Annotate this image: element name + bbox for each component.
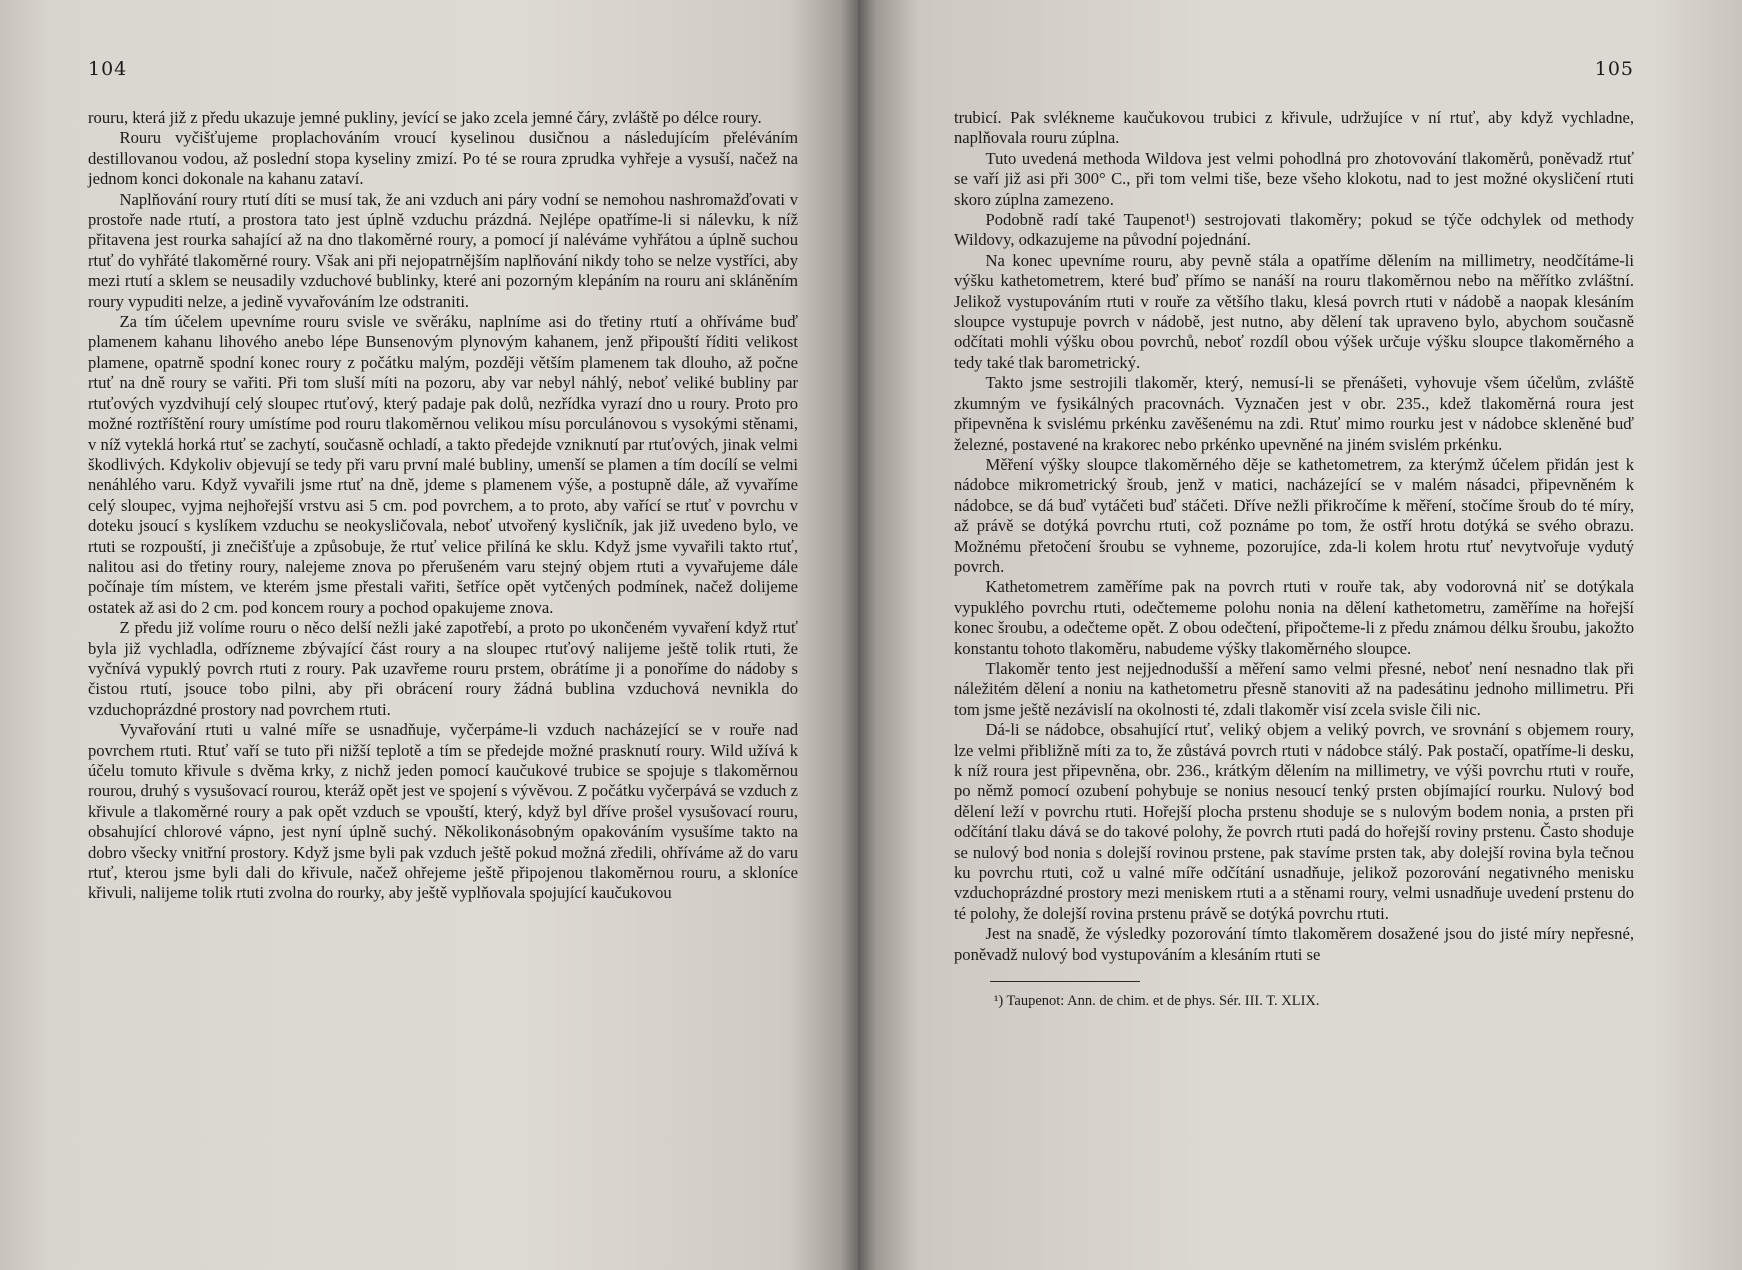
paragraph: Měření výšky sloupce tlakoměrného děje se kathetometrem, za kterýmž účelem přidán jest k nádobce mikrometrický šroub, jenž v matici, nacházející se v malém násadci, připevněném k nádobce, se dá buď vytáčeti buď stáčeti. Dříve nežli přikročíme k měření, stočíme šroub do té míry, až právě se dotýká povrchu rtuti, což poznáme po tom, že ostří hrotu dotýká se svého obrazu. Možnému přetočení šroubu se vyhneme, pozorujíce, zda-li kolem hrotu rtuť nevytvořuje vydutý povrch. <box>954 454 1634 576</box>
paragraph: rouru, která již z předu ukazuje jemné pukliny, jevící se jako zcela jemné čáry, zvláště po délce roury. <box>88 108 762 127</box>
paragraph: Tlakoměr tento jest nejjednodušší a měření samo velmi přesné, neboť není nesnadno tlak při náležitém dělení a noniu na kathetometru přesně stanoviti až na padesátinu jednoho millimetru. Při tom jsme ještě nezávislí na okolnosti té, zdali tlakoměr visí zcela svisle čili nic. <box>954 658 1634 719</box>
paragraph: Jest na snadě, že výsledky pozorování tímto tlakoměrem dosažené jsou do jisté míry nepřesné, poněvadž nulový bod vystupováním a klesáním rtuti se <box>954 924 1634 964</box>
paragraph: Tuto uvedená methoda Wildova jest velmi pohodlná pro zhotovování tlakoměrů, poněvadž rtuť se vaří již asi při 300° C., při tom velmi tiše, beze všeho klokotu, nad to jest možné okysličení rtuti skoro zúplna zamezeno. <box>954 148 1634 209</box>
paragraph: Podobně radí také Taupenot¹) sestrojovati tlakoměry; pokud se týče odchylek od methody Wildovy, odkazujeme na původní pojednání. <box>954 210 1634 250</box>
paragraph: Z předu již volíme rouru o něco delší nežli jaké zapotřebí, a proto po ukončeném vyvaření když rtuť byla již vychladla, odřízneme zbývající část roury a na sloupec rtuťový nalijeme ještě tolik rtuti, že vyčnívá vypuklý povrch rtuti z roury. Pak uzavřeme rouru prstem, obrátíme ji a ponoříme do nádoby s čistou rtutí, jsouce tobo pilni, aby při obrácení roury žádná bublina vzduchová nevnikla do vzduchoprázdné prostory nad povrchem rtuti. <box>88 618 798 719</box>
footnote: ¹) Taupenot: Ann. de chim. et de phys. Sér. III. T. XLIX. <box>994 993 1320 1010</box>
paragraph: Takto jsme sestrojili tlakoměr, který, nemusí-li se přenášeti, vyhovuje všem účelům, zvláště zkumným ve fysikálných pracovnách. Vyznačen jest v obr. 235., kdež tlakoměrná roura jest připevněna k svislému prkénku zavěšenému na zdi. Rtuť mimo rourku jest v nádobce skleněné buď železné, postavené na krakorec nebo prkénko upevněné na jiném svislém prkénku. <box>954 373 1634 454</box>
footnote-divider <box>990 981 1140 982</box>
paragraph: Rouru vyčišťujeme proplachováním vroucí kyselinou dusičnou a následujícím přeléváním destillovanou vodou, až poslední stopa kyseliny zmizí. Po té se roura zprudka vyhřeje a vysuší, načež na jednom konci dokonale na kahanu zataví. <box>88 128 798 189</box>
paragraph: Za tím účelem upevníme rouru svisle ve svěráku, naplníme asi do třetiny rtutí a ohříváme buď plamenem kahanu lihového anebo lépe Bunsenovým plynovým kahanem, jenž připouští říditi velikost plamene, opatrně spodní konec roury z počátku malým, později větším plamenem tak dlouho, až počne rtuť na dně roury se vařiti. Při tom sluší míti na pozoru, aby var nebyl náhlý, neboť veliké bubliny par rtuťových vyzdvihují celý sloupec rtuťový, který padaje pak dolů, nezřídka vyrazí dno u roury. Proto pro možné roztříštění roury umístíme pod rouru tlakoměrnou velikou mísu porculánovou s vysokými stěnami, v níž vyteklá horká rtuť se zachytí, současně ochladí, a takto předejde vzniknutí par rtuťových, jinak velmi škodlivých. Kdykoliv objevují se tedy při varu první malé bubliny, umenší se plamen a tím docílí se velmi nenáhlého varu. Když vyvařili jsme rtuť na dně, jdeme s plamenem výše, a postupně dále, až vyvaříme celý sloupec, vyjma nejhořejší vrstvu asi 5 cm. pod povrchem, a to proto, aby vařící se rtuť v povrchu v doteku jsoucí s kyslíkem vzduchu se neokysličovala, neboť utvořený kysličník, jak již uvedeno bylo, ve rtuti se rozpouští, ji znečišťuje a způsobuje, že rtuť velice přilíná ke sklu. Když jsme vyvařili takto rtuť, nalitou asi do třetiny roury, nalejeme znova po přerušeném varu stejný objem rtuti a vyvařujeme dále počínaje tím místem, ve kterém jsme přestali vařiti, šetříce opět vytčených podmínek, načež dolijeme ostatek až asi do 2 cm. pod koncem roury a pochod opakujeme znova. <box>88 312 798 617</box>
right-page <box>858 0 1742 1270</box>
paragraph: Naplňování roury rtutí díti se musí tak, že ani vzduch ani páry vodní se nemohou nashromažďovati v prostoře nade rtutí, a prostora tato jest úplně vzduchu prázdná. Nejlépe opatříme-li si nálevku, k níž přitavena jest rourka sahající až na dno tlakoměrné roury, a pomocí jí naléváme vyhřátou a úplně suchou rtuť do vyhřáté tlakoměrné roury. Však ani při nejopatrnějším naplňování nikdy toho se nelze vystříci, aby mezi rtutí a sklem se neusadily vzduchové bublinky, které ani pozorným klepáním na rouru ani skláněním roury vypuditi nelze, a jedině vyvařováním lze odstraniti. <box>88 189 798 311</box>
paragraph: Na konec upevníme rouru, aby pevně stála a opatříme dělením na millimetry, neodčítáme-li výšku kathetometrem, které buď přímo se nanáší na rouru tlakoměrnou nebo na měřítko zvláštní. Jelikož vystupováním rtuti v rouře za většího tlaku, klesá povrch rtuti v nádobě a naopak klesáním sloupce vystupuje povrch v nádobě, jest nutno, aby dělení tak upraveno bylo, abychom současně odčítati mohli výšku obou povrchů, neboť rozdíl obou výšek určuje výšku sloupce tlakoměrného a tedy také tlak barometrický. <box>954 250 1634 372</box>
page-number-left: 104 <box>88 58 128 80</box>
page-number-right: 105 <box>1594 58 1634 80</box>
paragraph: Kathetometrem zaměříme pak na povrch rtuti v rouře tak, aby vodorovná niť se dotýkala vypuklého povrchu rtuti, odečtememe polohu nonia na dělení kathetometru, zaměříme na hořejší konec šroubu, a odečteme opět. Z obou odečtení, připočteme-li z předu známou délku šroubu, jakožto konstantu tohoto tlakoměru, nabudeme výšky tlakoměrného sloupce. <box>954 577 1634 658</box>
left-page <box>0 0 858 1270</box>
paragraph: Vyvařování rtuti u valné míře se usnadňuje, vyčerpáme-li vzduch nacházející se v rouře nad povrchem rtuti. Rtuť vaří se tuto při nižší teplotě a tím se předejde možné prasknutí roury. Wild užívá k účelu tomuto křivule s dvěma krky, z nichž jeden pomocí kaučukové trubice se spojuje s tlakoměrnou rourou, druhý s vysušovací rourou, kteráž opět jest ve spojení s vývěvou. Z počátku vyčerpává se vzduch z křivule a tlakoměrné roury a pak opět vzduch se vpouští, který, když byl dříve prošel vysušovací rouru, obsahující chlorové vápno, jest nyní úplně suchý. Několikonásobným opakováním vysušíme takto na dobro všecky vnitřní prostory. Když jsme byli pak vzduch ještě pokud možná zředili, ohříváme až do varu rtuť, kterou jsme byli dali do křivule, načež ohřejeme ještě připojenou tlakoměrnou rouru, a skloníce křivuli, nalijeme tolik rtuti zvolna do rourky, aby ještě vyplňovala spojující kaučukovou <box>88 720 798 903</box>
paragraph: trubicí. Pak svlékneme kaučukovou trubici z křivule, udržujíce v ní rtuť, aby když vychladne, naplňovala rouru zúplna. <box>954 108 1634 148</box>
paragraph: Dá-li se nádobce, obsahující rtuť, veliký objem a veliký povrch, ve srovnání s objemem roury, lze velmi přibližně míti za to, že zůstává povrch rtuti v nádobce stálý. Pak postačí, opatříme-li desku, k níž roura jest připevněna, obr. 236., krátkým dělením na millimetry, ve výši povrchu rtuti v rouře, po němž pomocí ozubení pohybuje se nonius nesoucí tenký prsten objímající rourku. Nulový bod dělení leží v povrchu rtuti. Hořejší plocha prstenu shoduje se s nulovým bodem nonia, a prsten při odčítání tlaku dává se do takové polohy, že povrch rtuti padá do hořejší roviny prstenu. Často shoduje se nulový bod nonia s dolejší rovinou prstene, pak stavíme prsten tak, aby dolejší rovina byla tečnou ku povrchu rtuti, což u valné míře odčítání usnadňuje, jelikož pozorování negativného menisku vzduchoprázdné prostory mezi meniskem rtuti a a stěnami roury, velmi usnadňuje uvedení prstenu do té polohy, že dolejší rovina prstenu právě se dotýká povrchu rtuti. <box>954 720 1634 923</box>
